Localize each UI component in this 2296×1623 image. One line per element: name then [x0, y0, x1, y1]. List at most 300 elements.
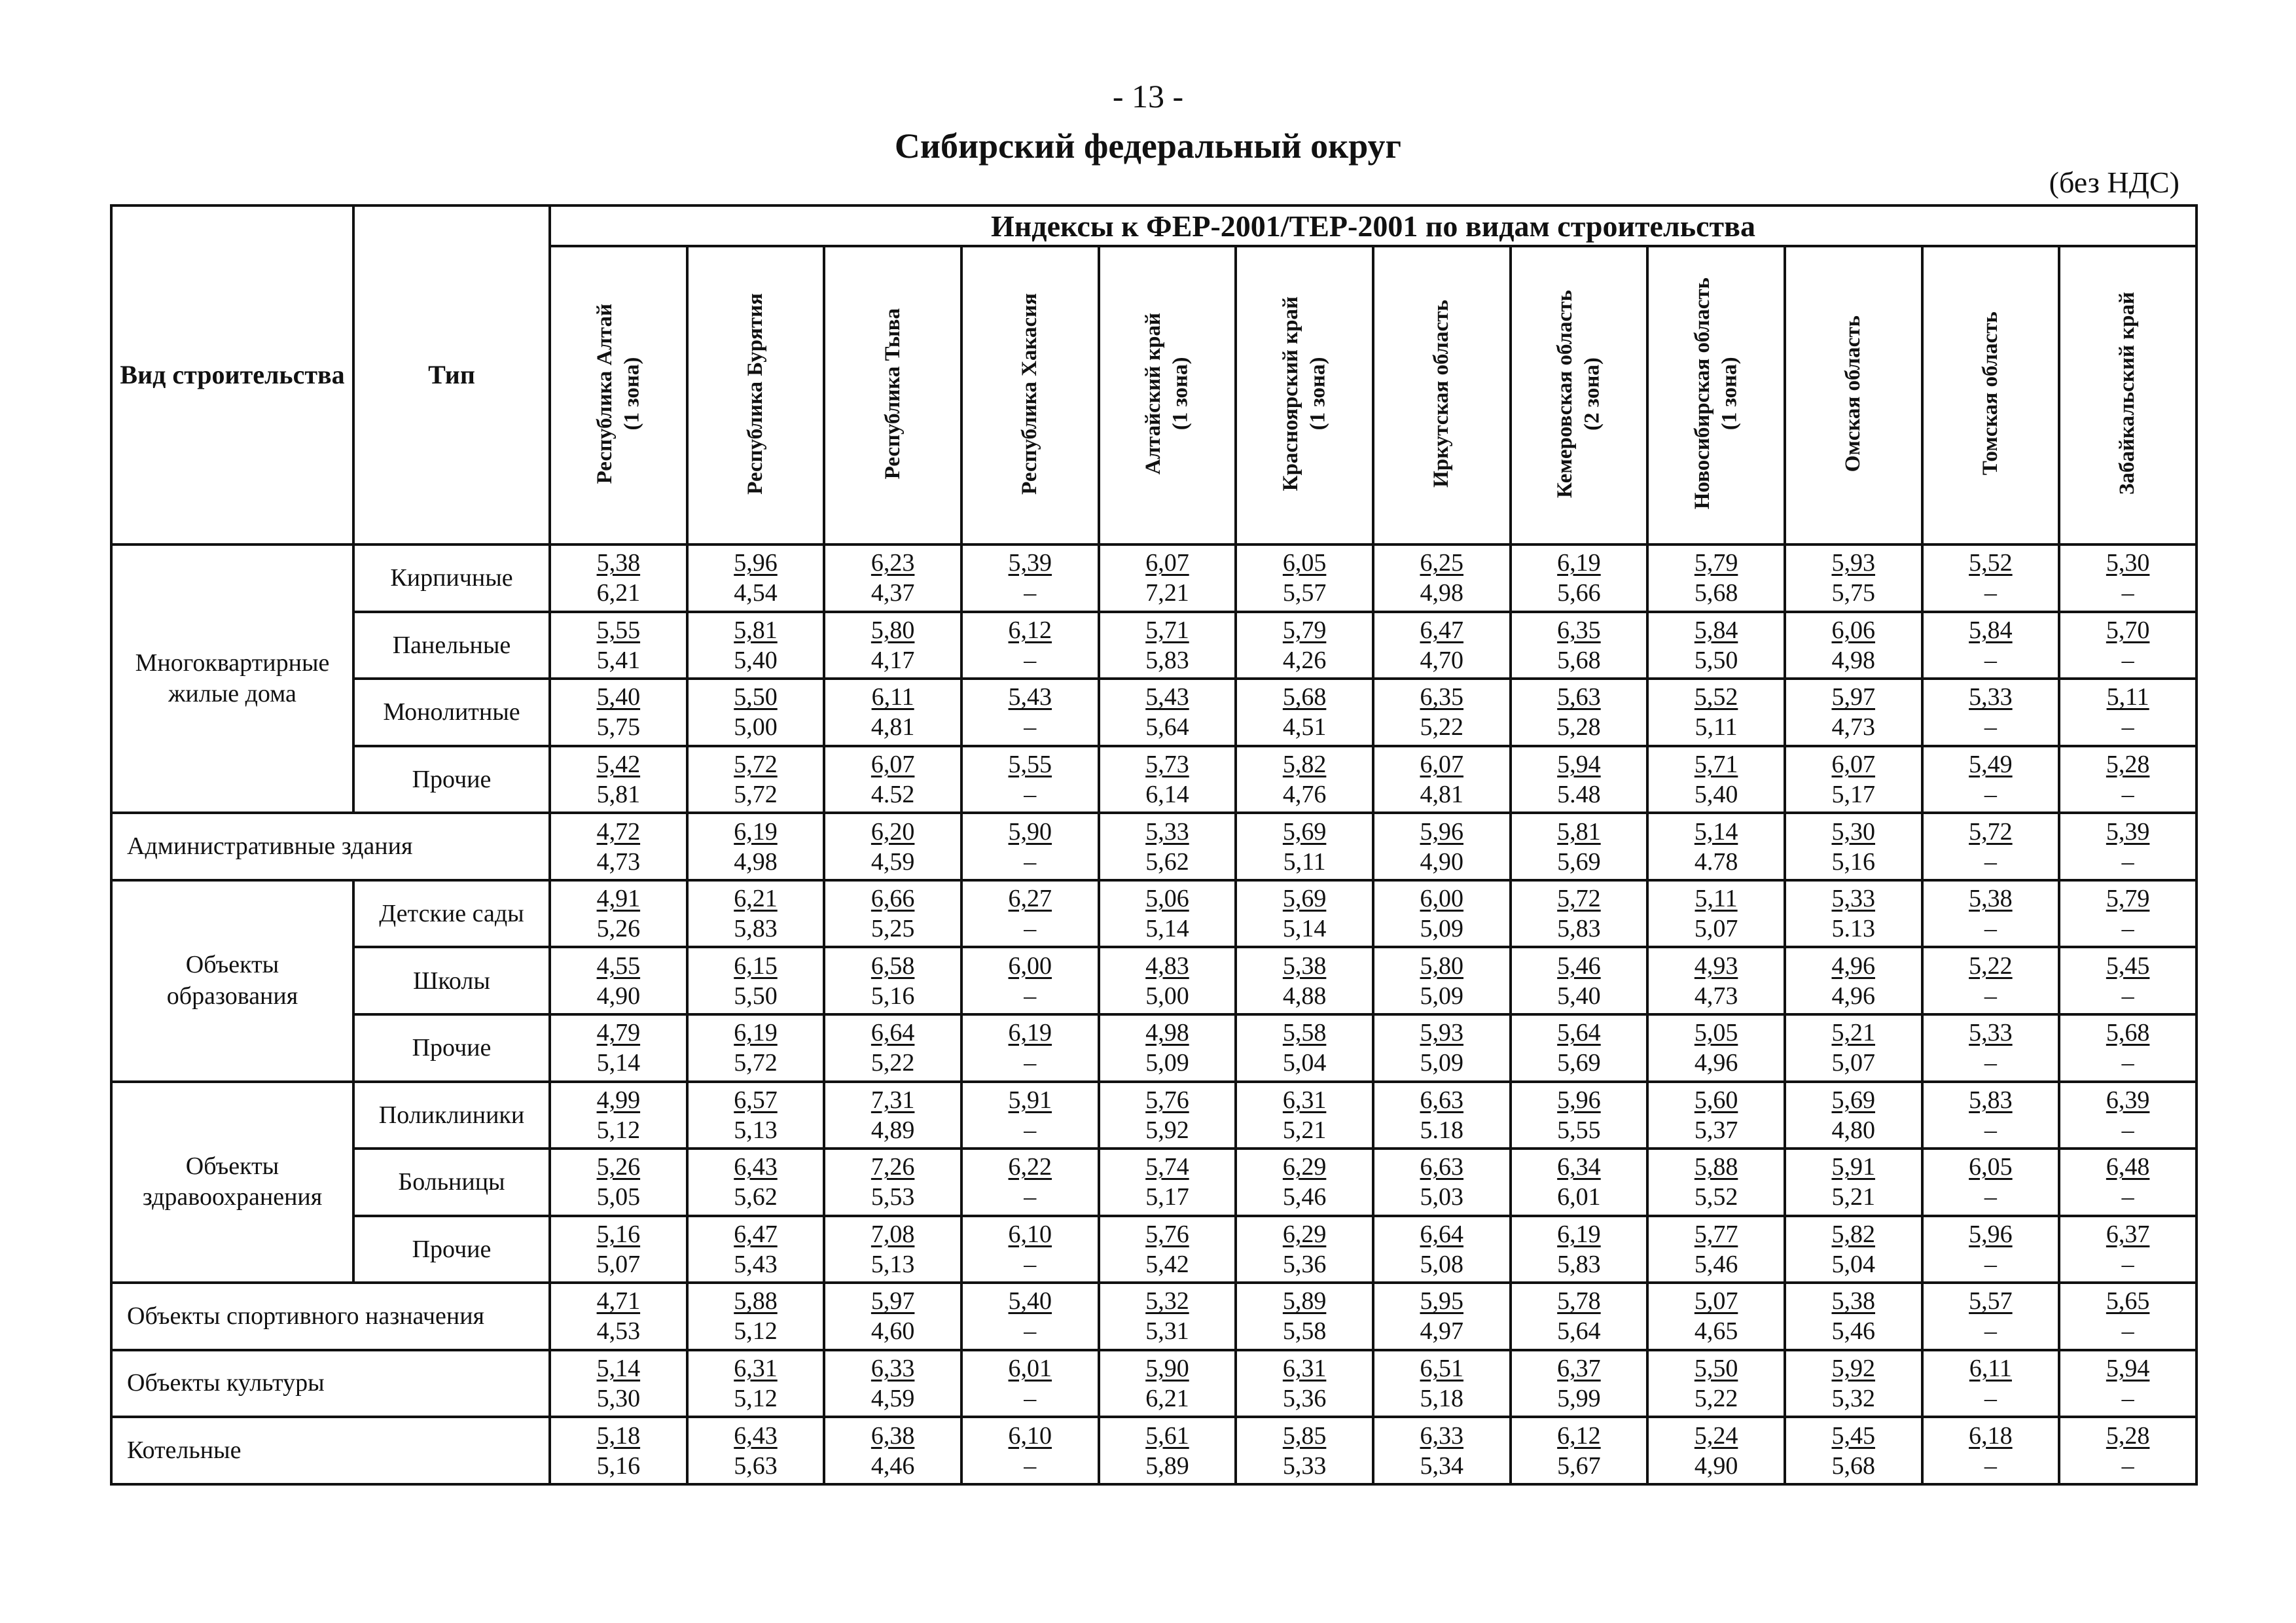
fer-index-value: 5,97: [1831, 683, 1875, 711]
region-header: [687, 246, 825, 544]
index-cell: [687, 612, 825, 679]
ter-index-value: 5,11: [1695, 713, 1738, 741]
fer-index-value: 5,80: [870, 616, 915, 644]
region-label: Омская область: [1841, 315, 1865, 473]
ter-index-value: 5,58: [1282, 1317, 1327, 1346]
region-header: [1099, 246, 1236, 544]
region-label: Республика Бурятия: [743, 293, 767, 495]
index-cell: [687, 1082, 825, 1149]
region-label: Республика Хакасия: [1018, 293, 1042, 495]
index-cell: [961, 1216, 1099, 1283]
index-cell: [1236, 1417, 1373, 1484]
index-cell: [2059, 1417, 2197, 1484]
fer-index-value: 4,72: [596, 817, 641, 846]
fer-index-value: 5,88: [734, 1287, 778, 1315]
ter-index-value: –: [1984, 1317, 1997, 1346]
index-cell: [1373, 880, 1511, 948]
fer-index-value: 5,92: [1831, 1355, 1875, 1383]
ter-index-value: 4,59: [870, 1385, 915, 1413]
fer-index-value: 5,26: [596, 1153, 641, 1181]
fer-index-value: 5,38: [1831, 1287, 1875, 1315]
index-cell: [687, 746, 825, 813]
index-cell: [1236, 1149, 1373, 1216]
ter-index-value: 5,09: [1420, 915, 1464, 943]
index-cell: [2059, 880, 2197, 948]
ter-index-value: 5,03: [1420, 1183, 1464, 1211]
fer-index-value: 6,43: [734, 1153, 778, 1181]
index-cell: [1236, 1082, 1373, 1149]
index-cell: [550, 1216, 687, 1283]
fer-index-value: 6,07: [870, 750, 915, 778]
index-cell: [687, 1216, 825, 1283]
fer-index-value: 5,24: [1694, 1421, 1738, 1450]
ter-index-value: 4,17: [870, 646, 915, 674]
ter-index-value: 5,36: [1282, 1250, 1327, 1278]
index-cell: [1373, 1014, 1511, 1082]
index-cell: [1922, 813, 2060, 880]
fer-index-value: 5,63: [1557, 683, 1601, 711]
fer-index-value: 5,46: [1557, 952, 1601, 980]
fer-index-value: 5,30: [1831, 817, 1875, 846]
index-cell: [1373, 813, 1511, 880]
ter-index-value: –: [1984, 982, 1997, 1010]
table-row: [111, 947, 2197, 1014]
ter-index-value: 5,66: [1557, 579, 1601, 607]
fer-index-value: 5,72: [1557, 885, 1601, 913]
fer-index-value: 4,93: [1694, 952, 1738, 980]
index-cell: [2059, 1014, 2197, 1082]
construction-type: Прочие: [353, 746, 550, 813]
ter-index-value: –: [2121, 982, 2134, 1010]
fer-index-value: 5,11: [1695, 885, 1738, 913]
table-row: [111, 1350, 2197, 1418]
fer-index-value: 5,43: [1145, 683, 1189, 711]
index-cell: [1099, 947, 1236, 1014]
ter-index-value: –: [1024, 1452, 1037, 1480]
ter-index-value: –: [1024, 1049, 1037, 1077]
ter-index-value: 5,72: [734, 780, 778, 808]
index-cell: [687, 679, 825, 746]
index-cell: [550, 679, 687, 746]
ter-index-value: –: [2121, 713, 2134, 741]
fer-index-value: 5,39: [2106, 817, 2150, 846]
fer-index-value: 6,31: [734, 1355, 778, 1383]
fer-index-value: 5,14: [1694, 817, 1738, 846]
ter-index-value: –: [1024, 982, 1037, 1010]
ter-index-value: 5,00: [734, 713, 778, 741]
fer-index-value: 4,99: [596, 1086, 641, 1114]
index-cell: [824, 679, 961, 746]
ter-index-value: –: [1984, 780, 1997, 808]
fer-index-value: 6,07: [1831, 750, 1875, 778]
index-cell: [1922, 1350, 2060, 1418]
fer-index-value: 5,42: [596, 750, 641, 778]
index-cell: [1647, 1350, 1785, 1418]
ter-index-value: 5,69: [1557, 1049, 1601, 1077]
index-cell: [687, 1417, 825, 1484]
ter-index-value: 4,81: [870, 713, 915, 741]
fer-index-value: 7,31: [870, 1086, 915, 1114]
index-cell: [1785, 880, 1922, 948]
fer-index-value: 5,68: [2106, 1019, 2150, 1047]
construction-type: Панельные: [353, 612, 550, 679]
fer-index-value: 7,26: [870, 1153, 915, 1181]
index-cell: [961, 612, 1099, 679]
fer-index-value: 5,80: [1420, 952, 1464, 980]
fer-index-value: 5,38: [1282, 952, 1327, 980]
index-cell: [1236, 746, 1373, 813]
ter-index-value: 5,92: [1145, 1116, 1189, 1144]
index-cell: [1785, 1283, 1922, 1350]
index-cell: [1785, 1082, 1922, 1149]
index-cell: [961, 1149, 1099, 1216]
index-cell: [1236, 1283, 1373, 1350]
ter-index-value: 5,22: [1694, 1385, 1738, 1413]
region-header: [1785, 246, 1922, 544]
ter-index-value: 5,28: [1557, 713, 1601, 741]
fer-index-value: 5,96: [1557, 1086, 1601, 1114]
index-cell: [1511, 1082, 1648, 1149]
index-cell: [1785, 544, 1922, 612]
fer-index-value: 5,90: [1145, 1355, 1189, 1383]
fer-index-value: 6,64: [870, 1019, 915, 1047]
fer-index-value: 5,77: [1694, 1220, 1738, 1248]
ter-index-value: –: [1024, 646, 1037, 674]
ter-index-value: 5,16: [870, 982, 915, 1010]
ter-index-value: 4,81: [1420, 780, 1464, 808]
index-cell: [1647, 544, 1785, 612]
ter-index-value: 4,73: [596, 847, 641, 876]
ter-index-value: 5,09: [1145, 1049, 1189, 1077]
index-cell: [1647, 679, 1785, 746]
header-type: Тип: [353, 205, 550, 544]
construction-type: Детские сады: [353, 880, 550, 948]
ter-index-value: –: [1024, 1317, 1037, 1346]
index-cell: [687, 544, 825, 612]
fer-index-value: 6,11: [871, 683, 914, 711]
fer-index-value: 5,28: [2106, 1421, 2150, 1450]
ter-index-value: 5,22: [870, 1049, 915, 1077]
fer-index-value: 5,30: [2106, 549, 2150, 577]
index-cell: [1922, 1149, 2060, 1216]
ter-index-value: –: [1984, 1049, 1997, 1077]
index-cell: [1785, 1014, 1922, 1082]
ter-index-value: 5,41: [596, 646, 641, 674]
region-label: Новосибирская область (1 зона): [1690, 277, 1742, 510]
fer-index-value: 5,91: [1831, 1153, 1875, 1181]
fer-index-value: 5,84: [1969, 616, 2013, 644]
fer-index-value: 6,20: [870, 817, 915, 846]
construction-type: Прочие: [353, 1216, 550, 1283]
fer-index-value: 4,55: [596, 952, 641, 980]
index-cell: [550, 1082, 687, 1149]
header-row-group: [111, 205, 2197, 246]
index-cell: [1236, 679, 1373, 746]
ter-index-value: 5,62: [1145, 847, 1189, 876]
ter-index-value: 4,88: [1282, 982, 1327, 1010]
fer-index-value: 5,45: [2106, 952, 2150, 980]
ter-index-value: –: [2121, 1116, 2134, 1144]
ter-index-value: 5,53: [870, 1183, 915, 1211]
fer-index-value: 6,19: [734, 1019, 778, 1047]
ter-index-value: 5,55: [1557, 1116, 1601, 1144]
ter-index-value: 5,72: [734, 1049, 778, 1077]
fer-index-value: 5,52: [1694, 683, 1738, 711]
fer-index-value: 6,12: [1557, 1421, 1601, 1450]
ter-index-value: 5,42: [1145, 1250, 1189, 1278]
fer-index-value: 5,43: [1008, 683, 1052, 711]
ter-index-value: 5,40: [734, 646, 778, 674]
fer-index-value: 5,28: [2106, 750, 2150, 778]
construction-type: Монолитные: [353, 679, 550, 746]
index-cell: [2059, 1149, 2197, 1216]
construction-kind: Объекты спортивного назначения: [111, 1283, 550, 1350]
ter-index-value: 5,81: [596, 780, 641, 808]
region-header: [1373, 246, 1511, 544]
index-cell: [1373, 1149, 1511, 1216]
ter-index-value: –: [1984, 1250, 1997, 1278]
ter-index-value: 5,33: [1282, 1452, 1327, 1480]
construction-type: Прочие: [353, 1014, 550, 1082]
fer-index-value: 5,83: [1969, 1086, 2013, 1114]
ter-index-value: –: [2121, 579, 2134, 607]
ter-index-value: 7,21: [1145, 579, 1189, 607]
ter-index-value: –: [1984, 579, 1997, 607]
fer-index-value: 6,21: [734, 885, 778, 913]
ter-index-value: 5,25: [870, 915, 915, 943]
fer-index-value: 6,37: [1557, 1355, 1601, 1383]
region-label: Республика Тыва: [880, 308, 905, 480]
index-cell: [1373, 1350, 1511, 1418]
ter-index-value: 5,64: [1557, 1317, 1601, 1346]
ter-index-value: 5,83: [1145, 646, 1189, 674]
vat-note: (без НДС): [2049, 166, 2179, 199]
index-cell: [1511, 746, 1648, 813]
fer-index-value: 5,39: [1008, 549, 1052, 577]
table-row: [111, 1149, 2197, 1216]
index-cell: [1922, 1014, 2060, 1082]
fer-index-value: 5,61: [1145, 1421, 1189, 1450]
fer-index-value: 5,40: [1008, 1287, 1052, 1315]
page-number: - 13 -: [1112, 78, 1184, 115]
ter-index-value: 5,50: [1694, 646, 1738, 674]
index-cell: [687, 813, 825, 880]
fer-index-value: 6,01: [1008, 1355, 1052, 1383]
fer-index-value: 5,14: [596, 1355, 641, 1383]
fer-index-value: 5,07: [1694, 1287, 1738, 1315]
ter-index-value: 4,65: [1694, 1317, 1738, 1346]
index-cell: [1785, 947, 1922, 1014]
ter-index-value: –: [1024, 579, 1037, 607]
index-cell: [1647, 1417, 1785, 1484]
fer-index-value: 6,31: [1282, 1355, 1327, 1383]
ter-index-value: 4.78: [1694, 847, 1738, 876]
ter-index-value: –: [1984, 847, 1997, 876]
fer-index-value: 5,06: [1145, 885, 1189, 913]
fer-index-value: 6,23: [870, 549, 915, 577]
index-cell: [2059, 544, 2197, 612]
index-cell: [1099, 813, 1236, 880]
fer-index-value: 6,63: [1420, 1086, 1464, 1114]
index-cell: [961, 746, 1099, 813]
ter-index-value: 5,07: [596, 1250, 641, 1278]
index-cell: [1511, 813, 1648, 880]
fer-index-value: 6,33: [1420, 1421, 1464, 1450]
table-row: [111, 1283, 2197, 1350]
index-cell: [1647, 612, 1785, 679]
index-cell: [2059, 679, 2197, 746]
ter-index-value: 5,12: [596, 1116, 641, 1144]
construction-type: Школы: [353, 947, 550, 1014]
index-cell: [1236, 1350, 1373, 1418]
index-cell: [1922, 947, 2060, 1014]
index-cell: [687, 1149, 825, 1216]
construction-kind: Многоквартирные жилые дома: [111, 544, 353, 813]
ter-index-value: 5,83: [734, 915, 778, 943]
fer-index-value: 5,71: [1145, 616, 1189, 644]
index-cell: [1922, 1082, 2060, 1149]
index-cell: [687, 1014, 825, 1082]
index-cell: [550, 746, 687, 813]
region-label: Иркутская область: [1429, 300, 1454, 488]
ter-index-value: 5,30: [596, 1385, 641, 1413]
ter-index-value: –: [1024, 1385, 1037, 1413]
region-header: [1236, 246, 1373, 544]
fer-index-value: 6,15: [734, 952, 778, 980]
fer-index-value: 5,79: [1694, 549, 1738, 577]
index-cell: [824, 947, 961, 1014]
table-row: [111, 746, 2197, 813]
fer-index-value: 5,57: [1969, 1287, 2013, 1315]
fer-index-value: 5,96: [1969, 1220, 2013, 1248]
fer-index-value: 6,00: [1420, 885, 1464, 913]
ter-index-value: –: [1984, 1183, 1997, 1211]
table-row: [111, 612, 2197, 679]
fer-index-value: 5,95: [1420, 1287, 1464, 1315]
index-cell: [1922, 1283, 2060, 1350]
index-cell: [1922, 544, 2060, 612]
fer-index-value: 5,84: [1694, 616, 1738, 644]
index-cell: [1511, 1283, 1648, 1350]
ter-index-value: –: [2121, 1317, 2134, 1346]
fer-index-value: 6,19: [734, 817, 778, 846]
index-cell: [687, 1283, 825, 1350]
ter-index-value: –: [1984, 915, 1997, 943]
region-header: [1511, 246, 1648, 544]
fer-index-value: 5,21: [1831, 1019, 1875, 1047]
fer-index-value: 6,10: [1008, 1220, 1052, 1248]
ter-index-value: 5,17: [1145, 1183, 1189, 1211]
index-cell: [1511, 1216, 1648, 1283]
construction-kind: Объекты образования: [111, 880, 353, 1082]
ter-index-value: 4,54: [734, 579, 778, 607]
fer-index-value: 5,81: [1557, 817, 1601, 846]
ter-index-value: 5,09: [1420, 1049, 1464, 1077]
ter-index-value: 4,90: [1694, 1452, 1738, 1480]
ter-index-value: 4,51: [1282, 713, 1327, 741]
ter-index-value: –: [1984, 646, 1997, 674]
fer-index-value: 6,11: [1969, 1355, 2012, 1383]
index-cell: [2059, 1350, 2197, 1418]
index-cell: [1099, 1216, 1236, 1283]
index-cell: [824, 1014, 961, 1082]
index-cell: [1785, 746, 1922, 813]
fer-index-value: 5,16: [596, 1220, 641, 1248]
index-cell: [1647, 1082, 1785, 1149]
ter-index-value: 5,12: [734, 1385, 778, 1413]
ter-index-value: 5,16: [1831, 847, 1875, 876]
index-cell: [961, 544, 1099, 612]
fer-index-value: 6,64: [1420, 1220, 1464, 1248]
ter-index-value: 4,90: [596, 982, 641, 1010]
fer-index-value: 5,52: [1969, 549, 2013, 577]
fer-index-value: 5,58: [1282, 1019, 1327, 1047]
index-cell: [1785, 1417, 1922, 1484]
index-cell: [1922, 679, 2060, 746]
fer-index-value: 6,43: [734, 1421, 778, 1450]
fer-index-value: 6,57: [734, 1086, 778, 1114]
index-cell: [1511, 880, 1648, 948]
index-cell: [2059, 1216, 2197, 1283]
construction-kind: Объекты здравоохранения: [111, 1082, 353, 1283]
fer-index-value: 5,50: [734, 683, 778, 711]
ter-index-value: 5,43: [734, 1250, 778, 1278]
ter-index-value: 5.48: [1557, 780, 1601, 808]
construction-type: Поликлиники: [353, 1082, 550, 1149]
index-cell: [550, 1014, 687, 1082]
fer-index-value: 5,11: [2106, 683, 2149, 711]
ter-index-value: 4,60: [870, 1317, 915, 1346]
ter-index-value: 5,11: [1283, 847, 1326, 876]
index-cell: [1785, 1216, 1922, 1283]
construction-type: Больницы: [353, 1149, 550, 1216]
index-cell: [824, 813, 961, 880]
index-cell: [1511, 612, 1648, 679]
fer-index-value: 5,22: [1969, 952, 2013, 980]
index-cell: [550, 947, 687, 1014]
fer-index-value: 6,07: [1420, 750, 1464, 778]
index-cell: [2059, 1082, 2197, 1149]
fer-index-value: 6,47: [734, 1220, 778, 1248]
ter-index-value: 5,21: [1282, 1116, 1327, 1144]
ter-index-value: 4,96: [1831, 982, 1875, 1010]
index-cell: [824, 1283, 961, 1350]
fer-index-value: 6,39: [2106, 1086, 2150, 1114]
region-header: [824, 246, 961, 544]
fer-index-value: 6,05: [1282, 549, 1327, 577]
index-cell: [2059, 947, 2197, 1014]
index-cell: [1099, 679, 1236, 746]
ter-index-value: –: [2121, 847, 2134, 876]
region-header: [1922, 246, 2060, 544]
ter-index-value: 5,12: [734, 1317, 778, 1346]
header-kind: Вид строительства: [111, 205, 353, 544]
index-cell: [1236, 813, 1373, 880]
fer-index-value: 6,10: [1008, 1421, 1052, 1450]
fer-index-value: 5,55: [596, 616, 641, 644]
index-cell: [824, 1350, 961, 1418]
ter-index-value: –: [1024, 1183, 1037, 1211]
ter-index-value: 5,16: [596, 1452, 641, 1480]
index-cell: [1373, 1082, 1511, 1149]
ter-index-value: 5,36: [1282, 1385, 1327, 1413]
index-cell: [1647, 813, 1785, 880]
ter-index-value: 5,89: [1145, 1452, 1189, 1480]
fer-index-value: 5,38: [1969, 885, 2013, 913]
table-row: [111, 880, 2197, 948]
ter-index-value: 6,14: [1145, 780, 1189, 808]
index-cell: [1099, 1417, 1236, 1484]
